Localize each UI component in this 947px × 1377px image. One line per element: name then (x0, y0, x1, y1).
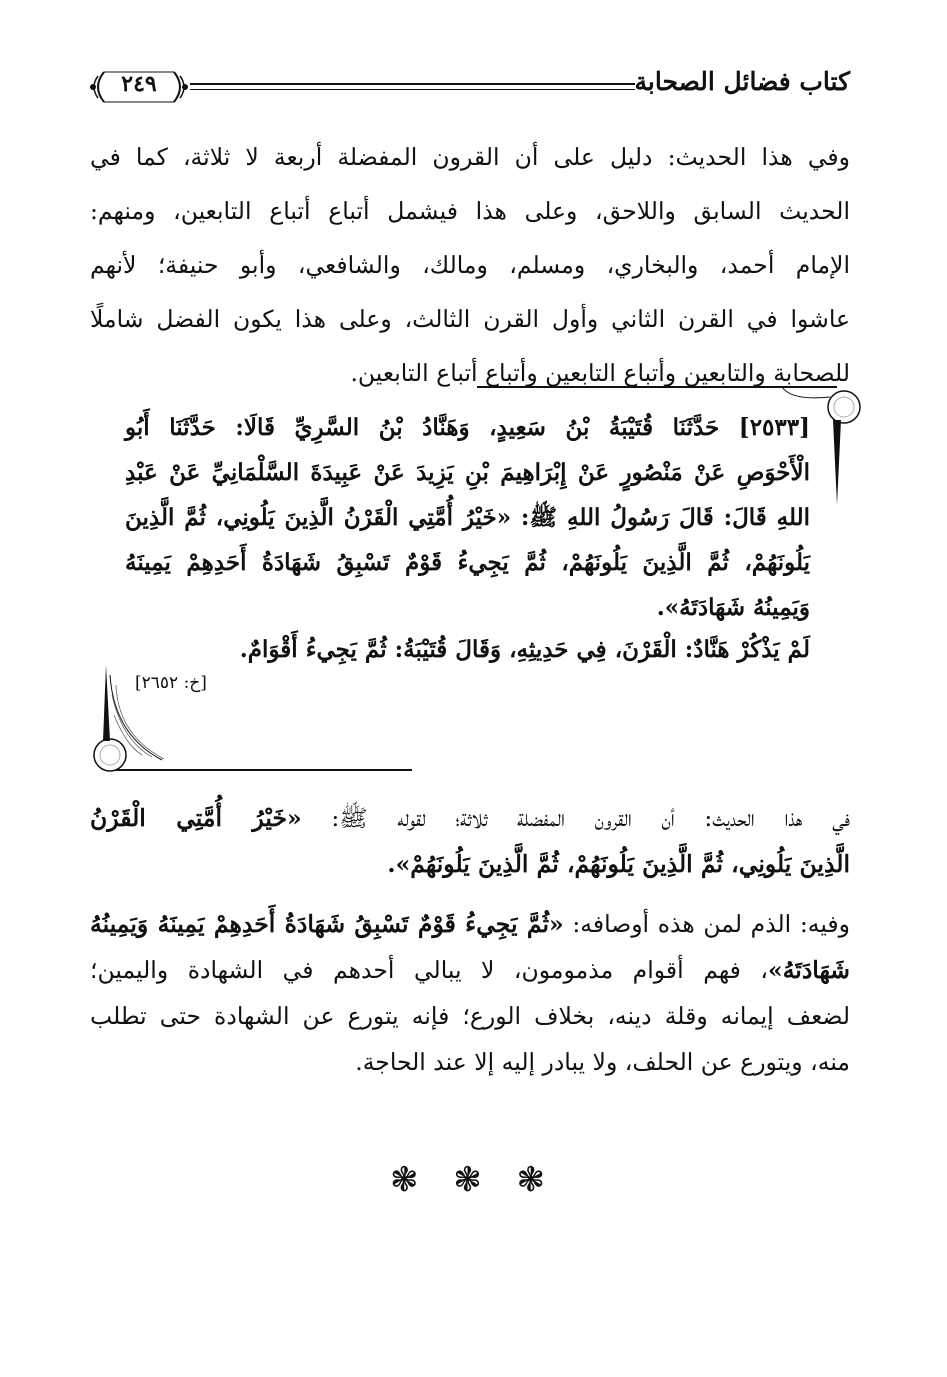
commentary-text: ، فهم أقوام مذمومون، لا يبالي أحدهم في الشهادة واليمين؛ (90, 956, 769, 984)
page-number: ٢٤٩ (121, 71, 157, 97)
hadith-line: الْأَحْوَصِ عَنْ مَنْصُورٍ عَنْ إِبْرَاهِيمَ بْنِ يَزِيدَ عَنْ عَبِيدَةَ السَّلْمَانِيِّ عَنْ عَبْدِ (125, 459, 810, 486)
header-rule-thin (190, 89, 635, 90)
quoted-hadith: «خَيْرُ أُمَّتِي الْقَرْنُ (90, 804, 302, 832)
hadith-note: لَمْ يَذْكُرْ هَنَّادٌ: الْقَرْنَ، فِي حَدِيثِهِ، وَقَالَ قُتَيْبَةُ: ثُمَّ يَجِيءُ أَقْوَامٌ. (239, 636, 810, 663)
intro-paragraph (90, 130, 850, 400)
text-line (90, 841, 850, 887)
hadith-line: [٢٥٣٣] حَدَّثَنَا قُتَيْبَةُ بْنُ سَعِيدٍ، وَهَنَّادُ بْنُ السَّرِيِّ قَالَا: حَدَّثَنَا أَبُو (125, 414, 810, 441)
section-separator: ❃ ❃ ❃ (389, 1160, 558, 1200)
text-line (90, 947, 850, 993)
text-line: الإمام أحمد، والبخاري، ومسلم، ومالك، والشافعي، وأبو حنيفة؛ لأنهم (90, 251, 850, 279)
page-header (80, 55, 850, 115)
hadith-line: وَيَمِينُهُ شَهَادَتَهُ». (656, 594, 810, 621)
text-line: الحديث السابق واللاحق، وعلى هذا فيشمل أتباع أتباع التابعين، ومنهم: (90, 197, 850, 225)
text-line: للصحابة والتابعين وأتباع التابعين وأتباع أتباع التابعين. (350, 359, 850, 387)
quoted-hadith: الَّذِينَ يَلُونِي، ثُمَّ الَّذِينَ يَلُونَهُمْ، ثُمَّ الَّذِينَ يَلُونَهُمْ». (387, 850, 850, 878)
hadith-line: يَلُونَهُمْ، ثُمَّ الَّذِينَ يَلُونَهُمْ، ثُمَّ يَجِيءُ قَوْمٌ تَسْبِقُ شَهَادَةُ أَحَدِهِمْ يَمِينَهُ (125, 549, 810, 576)
text-line (90, 901, 850, 947)
text-line: عاشوا في القرن الثاني وأول القرن الثالث، وعلى هذا يكون الفضل شاملًا (90, 305, 850, 333)
book-title: كتاب فضائل الصحابة (634, 67, 850, 96)
commentary-text: وفيه: الذم لمن هذه أوصافه: (563, 910, 851, 938)
quoted-hadith: «ثُمَّ يَجِيءُ قَوْمٌ تَسْبِقُ شَهَادَةُ أَحَدِهِمْ يَمِينَهُ وَيَمِينُهُ (90, 910, 564, 938)
quoted-hadith: شَهَادَتَهُ» (768, 956, 850, 984)
text-line: لضعف إيمانه وقلة دينه، بخلاف الورع؛ فإنه يتورع عن الشهادة حتى تطلب (90, 1002, 850, 1030)
commentary-paragraph (90, 795, 850, 1085)
text-line (90, 795, 850, 841)
hadith-reference: [خ: ٢٦٥٢] (135, 673, 207, 693)
hadith-text-block (125, 405, 810, 696)
page-number-badge (88, 68, 190, 106)
text-line: منه، ويتورع عن الحلف، ولا يبادر إليه إلا عند الحاجة. (355, 1048, 850, 1076)
commentary-text: في هذا الحديث: أن القرون المفضلة ثلاثة؛ لقوله ﷺ: (301, 804, 850, 832)
text-line: وفي هذا الحديث: دليل على أن القرون المفضلة أربعة لا ثلاثة، كما في (90, 143, 850, 171)
hadith-line: اللهِ قَالَ: قَالَ رَسُولُ اللهِ ﷺ: «خَيْرُ أُمَّتِي الْقَرْنُ الَّذِينَ يَلُونِي، ثُمَّ الَّذِينَ (125, 504, 810, 531)
header-rule (190, 83, 635, 85)
